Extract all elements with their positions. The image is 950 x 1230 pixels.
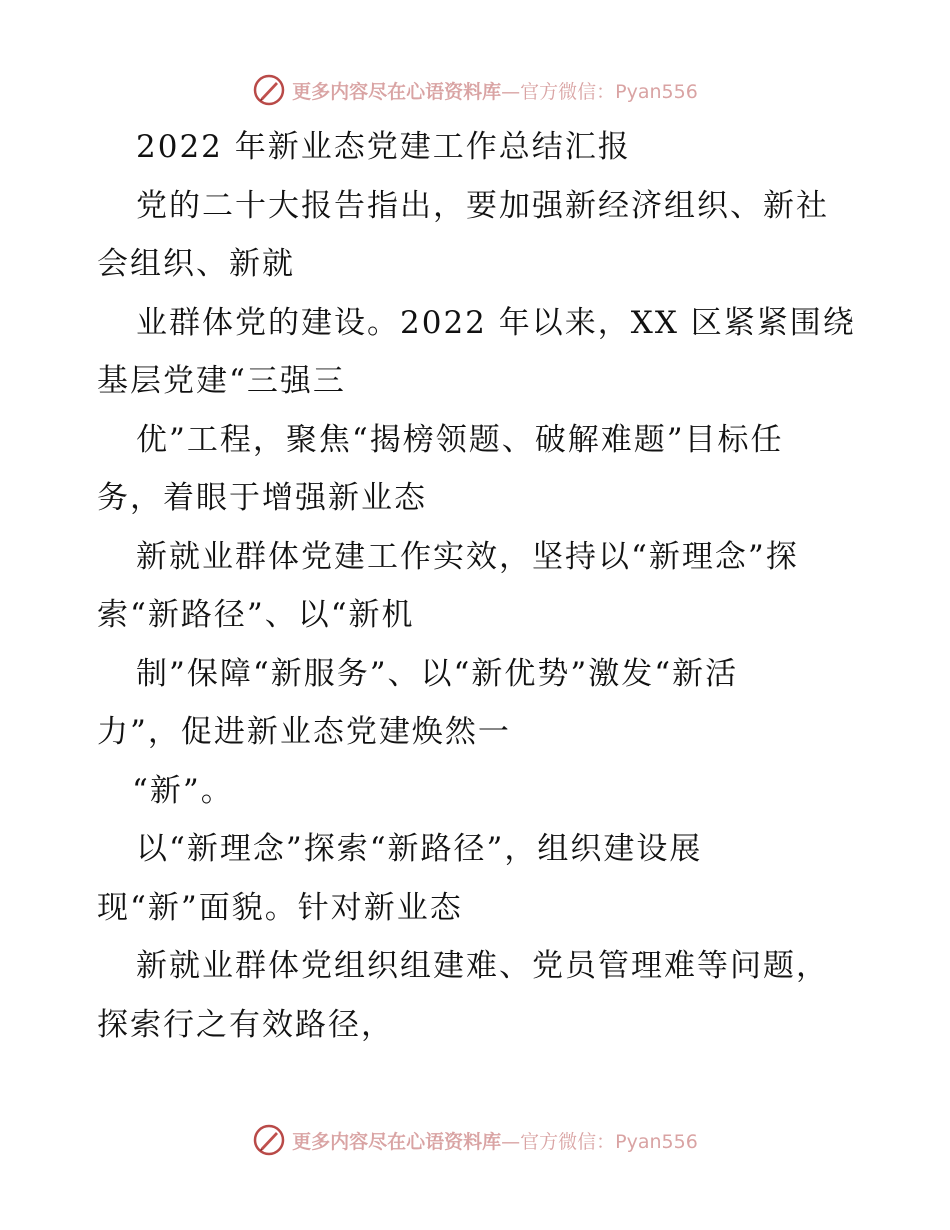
text-line: 力”，促进新业态党建焕然一: [97, 714, 511, 750]
watermark-main-text: 更多内容尽在心语资料库: [292, 80, 502, 103]
watermark-dash: —: [501, 80, 521, 103]
text-line: 新就业群体党建工作实效，坚持以“新理念”探: [136, 539, 799, 575]
quill-logo-icon: [252, 73, 286, 107]
text-line: 以“新理念”探索“新路径”，组织建设展: [136, 831, 703, 867]
text-line: 探索行之有效路径，: [97, 1007, 394, 1043]
text-line: 优”工程，聚焦“揭榜领题、破解难题”目标任: [136, 422, 784, 458]
text-line: “新”。: [132, 773, 234, 809]
watermark-suffix-text: 官方微信：Pyan556: [520, 80, 698, 103]
text-line: 党的二十大报告指出，要加强新经济组织、新社: [136, 188, 829, 224]
quill-logo-icon: [252, 1123, 286, 1157]
text-line: 会组织、新就: [97, 246, 295, 282]
text-line: 务，着眼于增强新业态: [97, 480, 427, 516]
text-line: 制”保障“新服务”、以“新优势”激发“新活: [136, 656, 739, 692]
watermark-header: [0, 70, 950, 110]
document-title: 2022 年新业态党建工作总结汇报: [136, 129, 631, 165]
text-line: 业群体党的建设。2022 年以来，XX 区紧紧围绕: [136, 305, 856, 341]
watermark-footer: [0, 1120, 950, 1160]
text-line: 现“新”面貌。针对新业态: [97, 890, 463, 926]
watermark-dash: —: [501, 1130, 521, 1153]
text-line: 索“新路径”、以“新机: [97, 597, 415, 633]
text-line: 新就业群体党组织组建难、党员管理难等问题，: [136, 948, 829, 984]
watermark-main-text: 更多内容尽在心语资料库: [292, 1130, 502, 1153]
text-line: 基层党建“三强三: [97, 363, 346, 399]
watermark-suffix-text: 官方微信：Pyan556: [520, 1130, 698, 1153]
